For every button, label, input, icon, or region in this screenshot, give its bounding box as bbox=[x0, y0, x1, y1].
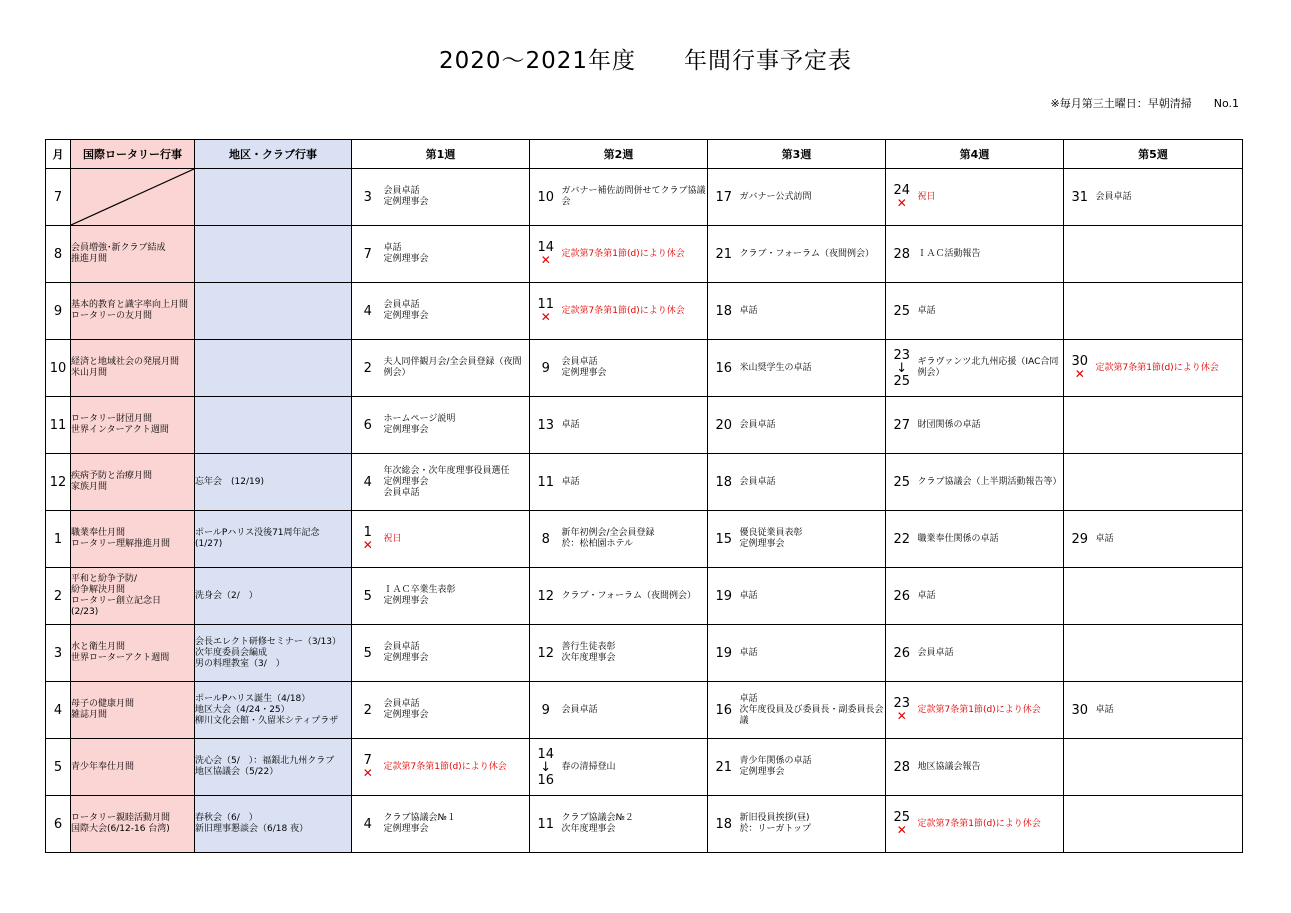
day-cell bbox=[708, 169, 740, 226]
day-cell bbox=[352, 226, 384, 283]
day-cell bbox=[530, 796, 562, 853]
event-cell: 新旧役員挨拶(昼) 於：リーガトップ bbox=[740, 796, 886, 853]
day-number: 8 bbox=[541, 531, 550, 547]
event-cell: 祝日 bbox=[384, 511, 530, 568]
day-cell bbox=[352, 169, 384, 226]
day-cell bbox=[1064, 226, 1096, 283]
day-number: 2 bbox=[363, 702, 372, 718]
day-cell bbox=[530, 169, 562, 226]
day-cell bbox=[886, 568, 918, 625]
event-cell: 会員卓話 定例理事会 bbox=[384, 169, 530, 226]
district-cell: 春秋会（6/ ） 新旧理事懇談会（6/18 夜） bbox=[195, 796, 352, 853]
day-number: 18 bbox=[715, 303, 733, 319]
day-cell bbox=[886, 169, 918, 226]
event-cell: 卓話 bbox=[740, 283, 886, 340]
event-cell: 優良従業員表彰 定例理事会 bbox=[740, 511, 886, 568]
event-cell: 定款第7条第1節(d)により休会 bbox=[918, 682, 1064, 739]
day-number: 25 bbox=[893, 303, 911, 319]
cancel-mark-icon: ✕ bbox=[1074, 367, 1085, 381]
day-cell bbox=[886, 283, 918, 340]
intl-cell: 平和と紛争予防/ 紛争解決月間 ロータリー創立記念日 (2/23) bbox=[71, 568, 195, 625]
intl-cell: 青少年奉仕月間 bbox=[71, 739, 195, 796]
day-number: 11 bbox=[537, 297, 555, 312]
day-cell bbox=[352, 283, 384, 340]
day-cell bbox=[530, 682, 562, 739]
event-cell: 定款第7条第1節(d)により休会 bbox=[1096, 340, 1243, 397]
diagonal-line bbox=[71, 169, 194, 225]
day-cell bbox=[1064, 511, 1096, 568]
event-cell: 卓話 bbox=[740, 568, 886, 625]
day-cell bbox=[1064, 568, 1096, 625]
district-cell: 洗身会（2/ ） bbox=[195, 568, 352, 625]
intl-cell: 疾病予防と治療月間 家族月間 bbox=[71, 454, 195, 511]
day-cell bbox=[708, 226, 740, 283]
day-cell bbox=[886, 511, 918, 568]
day-number: 19 bbox=[715, 588, 733, 604]
event-cell: クラブ・フォーラム（夜間例会） bbox=[740, 226, 886, 283]
event-cell: 卓話 bbox=[562, 397, 708, 454]
table-row bbox=[46, 511, 1243, 568]
day-number: 15 bbox=[715, 531, 733, 547]
day-cell bbox=[352, 511, 384, 568]
page-title bbox=[0, 42, 1291, 75]
table-row bbox=[46, 340, 1243, 397]
day-cell bbox=[352, 625, 384, 682]
district-cell: ポールPハリス没後71周年記念 (1/27) bbox=[195, 511, 352, 568]
cancel-mark-icon: ✕ bbox=[362, 766, 373, 780]
header-intl: 国際ロータリー行事 bbox=[71, 140, 195, 169]
day-number: 25 bbox=[893, 810, 911, 825]
day-cell bbox=[530, 568, 562, 625]
month-cell: 3 bbox=[46, 625, 71, 682]
schedule-table bbox=[45, 139, 1243, 853]
fiscal-year: 2020～2021年度 bbox=[438, 48, 637, 74]
intl-cell: 職業奉仕月間 ロータリー理解推進月間 bbox=[71, 511, 195, 568]
event-cell: ギラヴァンツ北九州応援（IAC合同例会） bbox=[918, 340, 1064, 397]
event-cell: 定款第7条第1節(d)により休会 bbox=[562, 226, 708, 283]
district-cell: 洗心会（5/ ）：福銀北九州クラブ 地区協議会（5/22） bbox=[195, 739, 352, 796]
cancel-mark-icon: ✕ bbox=[896, 196, 907, 210]
intl-cell: 母子の健康月間 雑誌月間 bbox=[71, 682, 195, 739]
day-cell bbox=[886, 340, 918, 397]
event-cell: 会員卓話 定例理事会 bbox=[384, 625, 530, 682]
cancel-mark-icon: ✕ bbox=[362, 538, 373, 552]
day-cell bbox=[352, 796, 384, 853]
district-cell: 忘年会 (12/19) bbox=[195, 454, 352, 511]
day-number: 1 bbox=[363, 525, 372, 540]
event-cell: クラブ協議会№１ 定例理事会 bbox=[384, 796, 530, 853]
event-cell: 会員卓話 bbox=[918, 625, 1064, 682]
day-cell bbox=[352, 340, 384, 397]
month-cell: 11 bbox=[46, 397, 71, 454]
day-cell bbox=[530, 226, 562, 283]
day-cell bbox=[1064, 796, 1096, 853]
day-cell bbox=[886, 226, 918, 283]
day-number: 17 bbox=[715, 189, 733, 205]
header-row bbox=[46, 140, 1243, 169]
day-cell bbox=[708, 397, 740, 454]
day-cell bbox=[708, 625, 740, 682]
day-cell bbox=[708, 796, 740, 853]
event-cell: 卓話 次年度役員及び委員長・副委員長会議 bbox=[740, 682, 886, 739]
day-cell bbox=[886, 682, 918, 739]
event-cell: 善行生徒表彰 次年度理事会 bbox=[562, 625, 708, 682]
event-cell: 会員卓話 bbox=[740, 454, 886, 511]
month-cell: 5 bbox=[46, 739, 71, 796]
day-number: 4 bbox=[363, 303, 372, 319]
event-cell: 卓話 bbox=[740, 625, 886, 682]
day-cell bbox=[1064, 682, 1096, 739]
day-cell bbox=[1064, 283, 1096, 340]
event-cell: 地区協議会報告 bbox=[918, 739, 1064, 796]
district-cell bbox=[195, 397, 352, 454]
day-number: 25 bbox=[893, 474, 911, 490]
month-cell: 12 bbox=[46, 454, 71, 511]
day-number: 23 bbox=[893, 347, 911, 363]
table-row bbox=[46, 739, 1243, 796]
district-cell bbox=[195, 283, 352, 340]
event-cell: 卓話 bbox=[1096, 682, 1243, 739]
event-cell: 会員卓話 定例理事会 bbox=[562, 340, 708, 397]
day-number: 16 bbox=[715, 360, 733, 376]
table-row bbox=[46, 226, 1243, 283]
event-cell bbox=[1096, 625, 1243, 682]
day-cell bbox=[352, 568, 384, 625]
event-cell: 定款第7条第1節(d)により休会 bbox=[562, 283, 708, 340]
day-cell bbox=[530, 340, 562, 397]
event-cell: 卓話 bbox=[1096, 511, 1243, 568]
day-number: 4 bbox=[363, 474, 372, 490]
table-row bbox=[46, 568, 1243, 625]
event-cell: 定款第7条第1節(d)により休会 bbox=[384, 739, 530, 796]
event-cell: 青少年関係の卓話 定例理事会 bbox=[740, 739, 886, 796]
table-row bbox=[46, 625, 1243, 682]
day-cell bbox=[1064, 625, 1096, 682]
day-cell bbox=[352, 397, 384, 454]
day-cell bbox=[708, 739, 740, 796]
event-cell: 夫人同伴観月会/全会員登録（夜間例会） bbox=[384, 340, 530, 397]
day-number: 11 bbox=[537, 474, 555, 490]
event-cell: 卓話 bbox=[918, 568, 1064, 625]
month-cell: 1 bbox=[46, 511, 71, 568]
day-cell bbox=[530, 454, 562, 511]
day-cell bbox=[708, 340, 740, 397]
month-cell: 8 bbox=[46, 226, 71, 283]
day-cell bbox=[530, 283, 562, 340]
day-cell bbox=[530, 511, 562, 568]
day-cell bbox=[886, 739, 918, 796]
event-cell: 新年初例会/全会員登録 於：松柏園ホテル bbox=[562, 511, 708, 568]
header-week2: 第2週 bbox=[530, 140, 708, 169]
district-cell bbox=[195, 340, 352, 397]
day-number: 18 bbox=[715, 474, 733, 490]
day-number: 31 bbox=[1071, 189, 1089, 205]
day-number: 26 bbox=[893, 645, 911, 661]
day-number: 3 bbox=[363, 189, 372, 205]
day-number: 16 bbox=[715, 702, 733, 718]
schedule-name: 年間行事予定表 bbox=[684, 48, 853, 74]
day-cell bbox=[886, 796, 918, 853]
day-number: 23 bbox=[893, 696, 911, 711]
day-cell bbox=[886, 397, 918, 454]
day-number: 30 bbox=[1071, 354, 1089, 369]
table-row bbox=[46, 283, 1243, 340]
event-cell: 卓話 bbox=[918, 283, 1064, 340]
day-number: 10 bbox=[537, 189, 555, 205]
event-cell: 卓話 定例理事会 bbox=[384, 226, 530, 283]
cancel-mark-icon: ✕ bbox=[540, 253, 551, 267]
event-cell: クラブ協議会（上半期活動報告等） bbox=[918, 454, 1064, 511]
month-cell: 7 bbox=[46, 169, 71, 226]
table-row bbox=[46, 397, 1243, 454]
day-number-end: 25 bbox=[893, 373, 911, 389]
event-cell: 春の清掃登山 bbox=[562, 739, 708, 796]
district-cell bbox=[195, 169, 352, 226]
event-cell: 会員卓話 定例理事会 bbox=[384, 682, 530, 739]
event-cell: 会員卓話 bbox=[1096, 169, 1243, 226]
event-cell: 会員卓話 bbox=[740, 397, 886, 454]
event-cell bbox=[1096, 283, 1243, 340]
event-cell: クラブ協議会№２ 次年度理事会 bbox=[562, 796, 708, 853]
day-number: 5 bbox=[363, 588, 372, 604]
day-number: 24 bbox=[893, 183, 911, 198]
month-cell: 4 bbox=[46, 682, 71, 739]
event-cell: ＩＡＣ卒業生表彰 定例理事会 bbox=[384, 568, 530, 625]
day-number: 19 bbox=[715, 645, 733, 661]
intl-cell: ロータリー親睦活動月間 国際大会(6/12-16 台湾) bbox=[71, 796, 195, 853]
day-cell bbox=[708, 682, 740, 739]
cancel-mark-icon: ✕ bbox=[896, 709, 907, 723]
day-number: 6 bbox=[363, 417, 372, 433]
event-cell: 米山奨学生の卓話 bbox=[740, 340, 886, 397]
intl-cell: ロータリー財団月間 世界インターアクト週間 bbox=[71, 397, 195, 454]
event-cell: 定款第7条第1節(d)により休会 bbox=[918, 796, 1064, 853]
district-cell: ポールPハリス誕生（4/18） 地区大会（4/24・25） 柳川文化会館・久留米シティプラザ bbox=[195, 682, 352, 739]
day-cell bbox=[352, 682, 384, 739]
day-cell bbox=[530, 739, 562, 796]
event-cell: 祝日 bbox=[918, 169, 1064, 226]
event-cell: ホームページ説明 定例理事会 bbox=[384, 397, 530, 454]
day-number: 22 bbox=[893, 531, 911, 547]
day-cell bbox=[708, 454, 740, 511]
day-cell bbox=[708, 568, 740, 625]
table-row bbox=[46, 454, 1243, 511]
month-cell: 9 bbox=[46, 283, 71, 340]
day-number: 9 bbox=[541, 360, 550, 376]
day-cell bbox=[530, 625, 562, 682]
event-cell: ＩＡＣ活動報告 bbox=[918, 226, 1064, 283]
day-number: 14 bbox=[537, 746, 555, 762]
day-number: 26 bbox=[893, 588, 911, 604]
range-arrow: ↓ bbox=[540, 759, 552, 775]
day-number: 13 bbox=[537, 417, 555, 433]
day-number: 29 bbox=[1071, 531, 1089, 547]
intl-cell-empty bbox=[71, 169, 195, 226]
day-cell bbox=[886, 625, 918, 682]
cancel-mark-icon: ✕ bbox=[540, 310, 551, 324]
event-cell: 会員卓話 定例理事会 bbox=[384, 283, 530, 340]
day-number: 30 bbox=[1071, 702, 1089, 718]
day-number: 11 bbox=[537, 816, 555, 832]
month-cell: 10 bbox=[46, 340, 71, 397]
event-cell: ガバナー補佐訪問併せてクラブ協議会 bbox=[562, 169, 708, 226]
event-cell: 年次総会・次年度理事役員選任 定例理事会 会員卓話 bbox=[384, 454, 530, 511]
day-number: 12 bbox=[537, 588, 555, 604]
event-cell: ガバナー公式訪問 bbox=[740, 169, 886, 226]
page-note: ※毎月第三土曜日：早朝清掃 No.1 bbox=[1050, 97, 1239, 110]
month-cell: 2 bbox=[46, 568, 71, 625]
day-cell bbox=[530, 397, 562, 454]
event-cell bbox=[1096, 568, 1243, 625]
intl-cell: 経済と地域社会の発展月間 米山月間 bbox=[71, 340, 195, 397]
day-number: 4 bbox=[363, 816, 372, 832]
header-week5: 第5週 bbox=[1064, 140, 1243, 169]
day-number: 14 bbox=[537, 240, 555, 255]
day-number: 5 bbox=[363, 645, 372, 661]
event-cell: クラブ・フォーラム（夜間例会） bbox=[562, 568, 708, 625]
day-cell bbox=[1064, 739, 1096, 796]
day-number: 18 bbox=[715, 816, 733, 832]
header-week3: 第3週 bbox=[708, 140, 886, 169]
day-number: 28 bbox=[893, 246, 911, 262]
district-cell: 会長エレクト研修セミナー（3/13） 次年度委員会編成 男の料理教室（3/ ） bbox=[195, 625, 352, 682]
day-number: 28 bbox=[893, 759, 911, 775]
day-cell bbox=[1064, 169, 1096, 226]
day-number: 21 bbox=[715, 246, 733, 262]
event-cell bbox=[1096, 796, 1243, 853]
event-cell: 会員卓話 bbox=[562, 682, 708, 739]
day-cell bbox=[352, 454, 384, 511]
header-district: 地区・クラブ行事 bbox=[195, 140, 352, 169]
cancel-mark-icon: ✕ bbox=[896, 823, 907, 837]
day-cell bbox=[886, 454, 918, 511]
day-cell bbox=[1064, 340, 1096, 397]
event-cell: 財団関係の卓話 bbox=[918, 397, 1064, 454]
table-row bbox=[46, 169, 1243, 226]
intl-cell: 基本的教育と識字率向上月間 ロータリーの友月間 bbox=[71, 283, 195, 340]
day-cell bbox=[708, 511, 740, 568]
table-row bbox=[46, 682, 1243, 739]
day-number: 21 bbox=[715, 759, 733, 775]
header-week4: 第4週 bbox=[886, 140, 1064, 169]
day-number-end: 16 bbox=[537, 772, 555, 788]
day-number: 7 bbox=[363, 753, 372, 768]
day-number: 12 bbox=[537, 645, 555, 661]
range-arrow: ↓ bbox=[896, 360, 908, 376]
event-cell bbox=[1096, 739, 1243, 796]
event-cell bbox=[1096, 397, 1243, 454]
day-number: 27 bbox=[893, 417, 911, 433]
month-cell: 6 bbox=[46, 796, 71, 853]
header-week1: 第1週 bbox=[352, 140, 530, 169]
intl-cell: 会員増強･新クラブ結成 推進月間 bbox=[71, 226, 195, 283]
day-number: 2 bbox=[363, 360, 372, 376]
event-cell bbox=[1096, 226, 1243, 283]
day-cell bbox=[1064, 454, 1096, 511]
district-cell bbox=[195, 226, 352, 283]
event-cell: 職業奉仕関係の卓話 bbox=[918, 511, 1064, 568]
event-cell: 卓話 bbox=[562, 454, 708, 511]
header-month: 月 bbox=[46, 140, 71, 169]
day-number: 7 bbox=[363, 246, 372, 262]
day-cell bbox=[1064, 397, 1096, 454]
day-number: 20 bbox=[715, 417, 733, 433]
day-number: 9 bbox=[541, 702, 550, 718]
intl-cell: 水と衛生月間 世界ローターアクト週間 bbox=[71, 625, 195, 682]
table-row bbox=[46, 796, 1243, 853]
event-cell bbox=[1096, 454, 1243, 511]
day-cell bbox=[352, 739, 384, 796]
day-cell bbox=[708, 283, 740, 340]
